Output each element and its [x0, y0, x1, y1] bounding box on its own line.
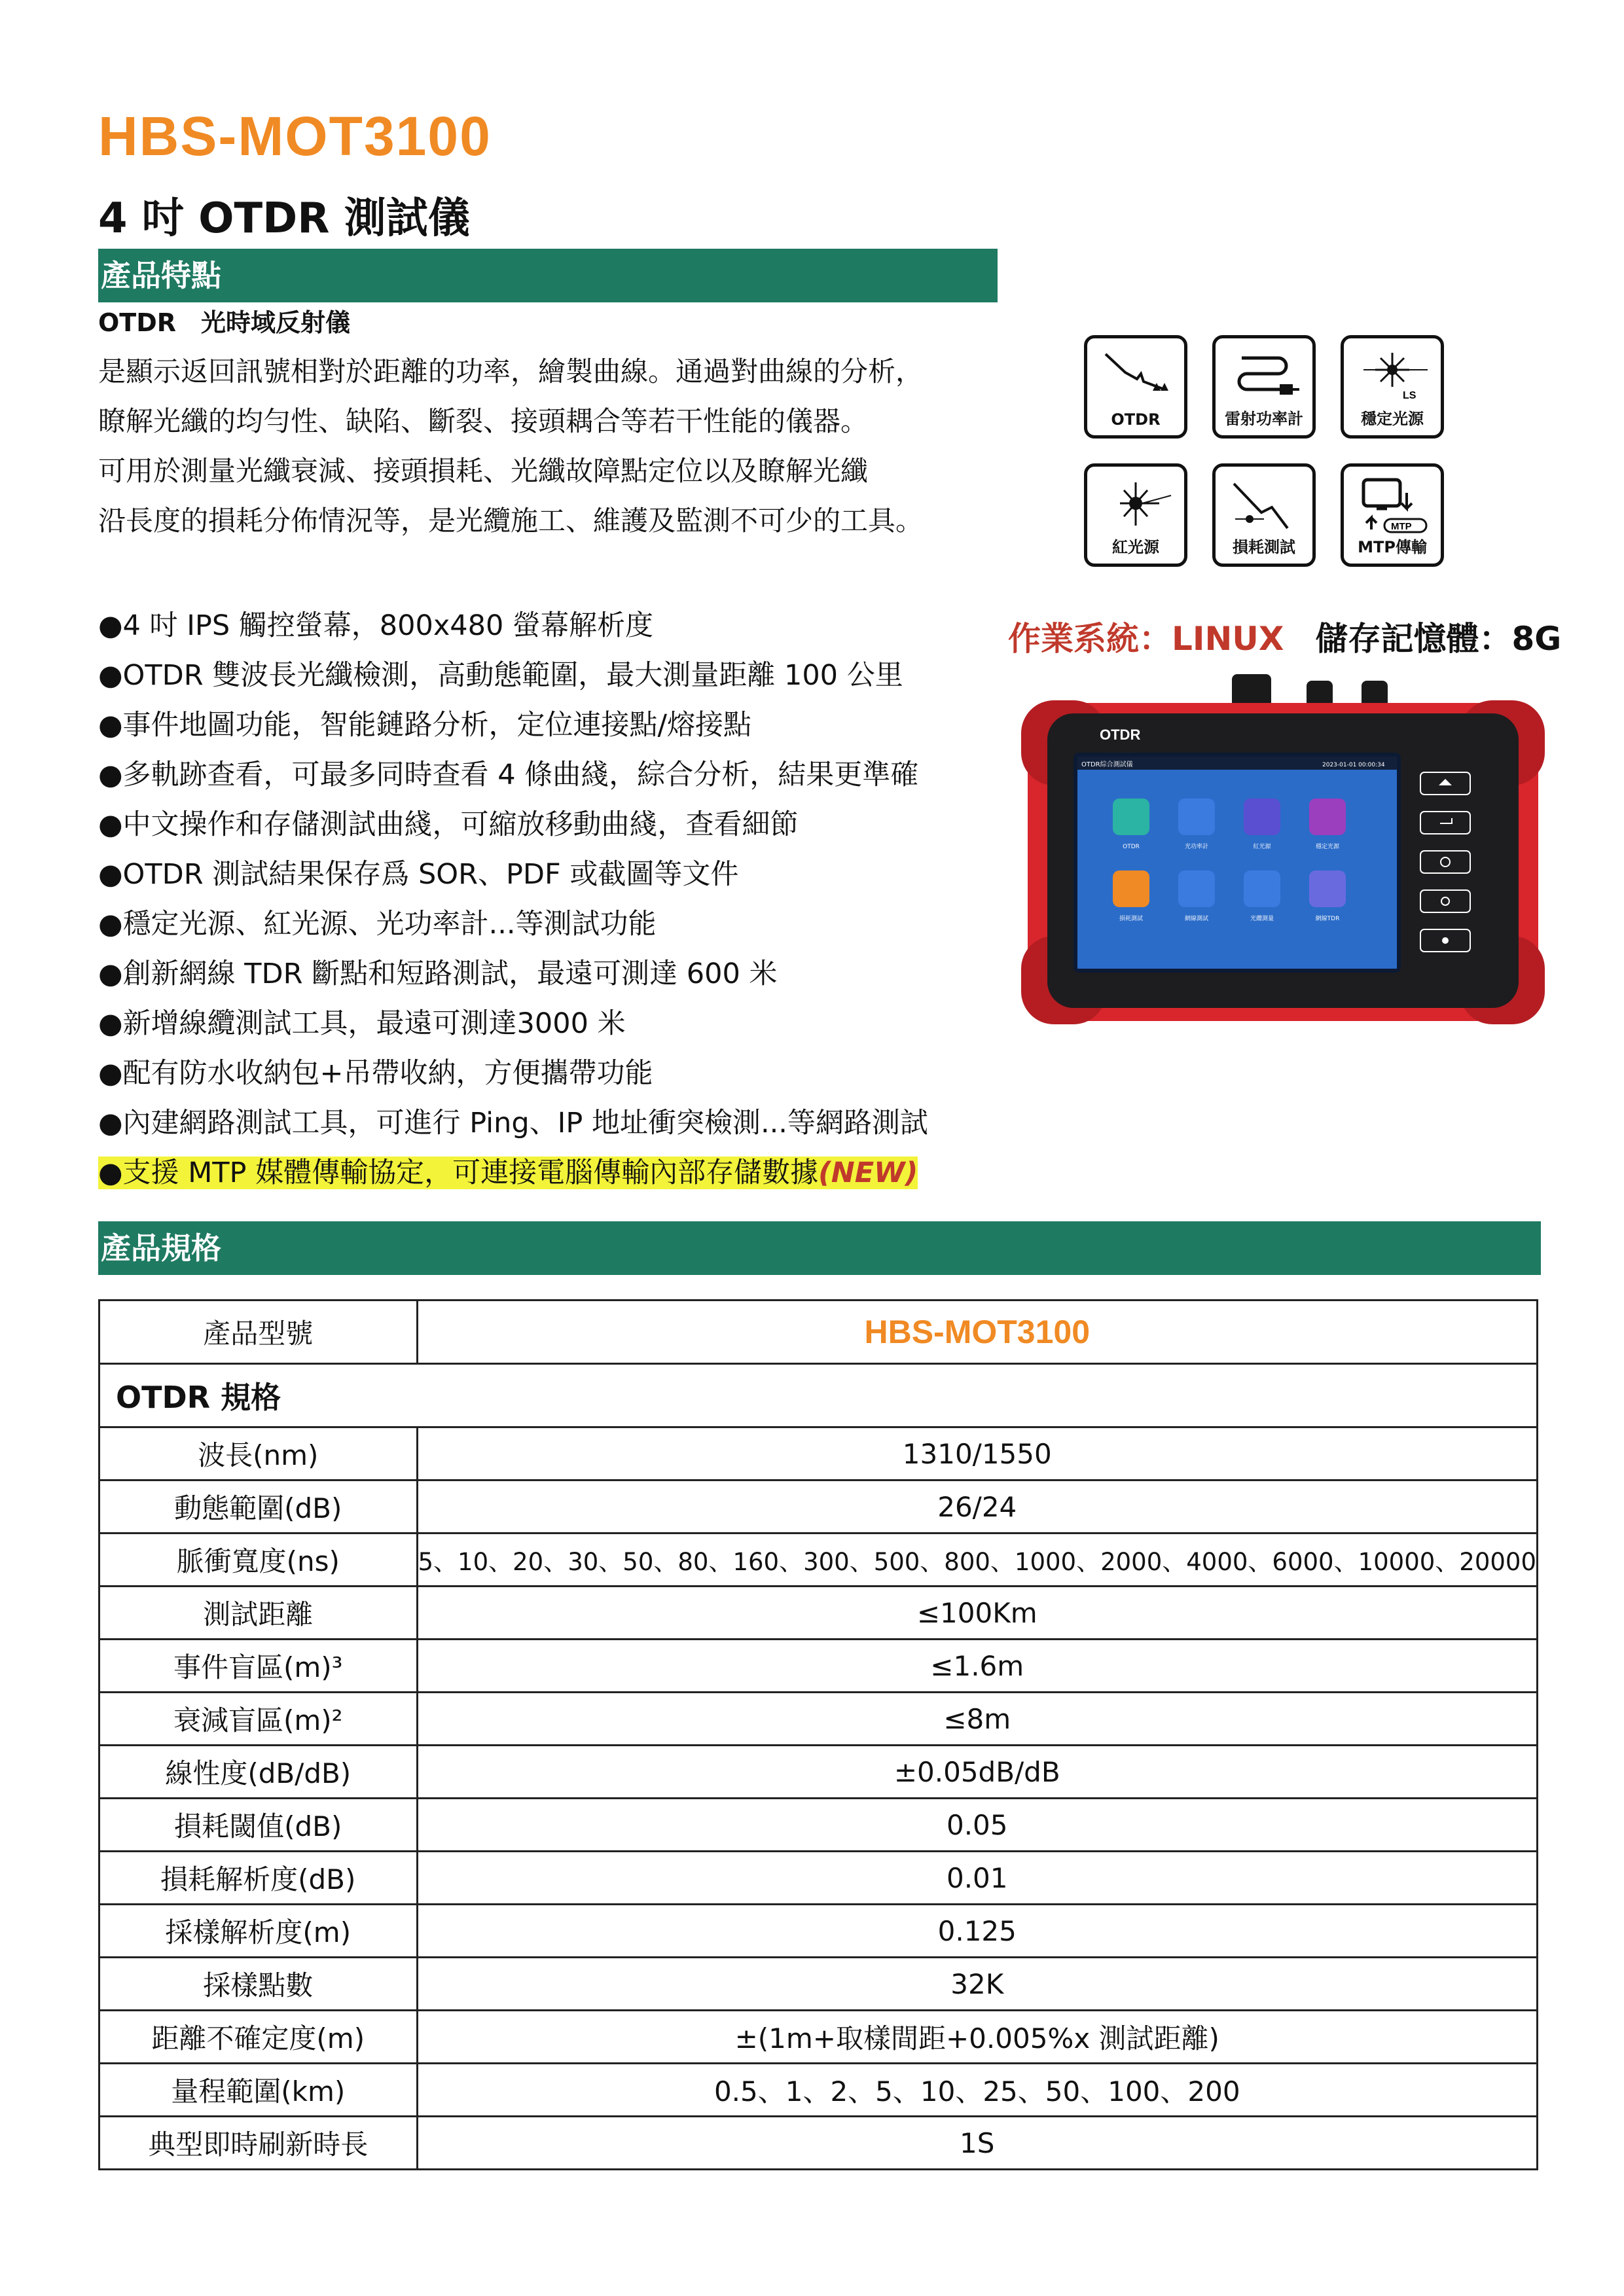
spec-label: 動態範圍(dB)	[99, 1480, 418, 1534]
svg-text:穩定光源: 穩定光源	[1315, 844, 1340, 850]
table-row	[99, 1693, 1538, 1746]
feature-item-mtp	[98, 1148, 928, 1198]
table-row	[99, 2011, 1538, 2064]
otdr-description	[98, 347, 1001, 546]
product-model-title: HBS-MOT3100	[98, 105, 492, 167]
svg-text:LS: LS	[1403, 390, 1416, 401]
table-row	[99, 1300, 1538, 1364]
feature-item: ●穩定光源、紅光源、光功率計...等測試功能	[98, 908, 657, 941]
spec-value: 1310/1550	[417, 1427, 1538, 1480]
table-row	[99, 1587, 1538, 1640]
spec-value: 0.05	[417, 1799, 1538, 1852]
svg-text:OTDR: OTDR	[1100, 726, 1141, 743]
feature-item: ●新增線纜測試工具，最遠可測達3000 米	[98, 1007, 626, 1040]
feature-item: ●OTDR 測試結果保存爲 SOR、PDF 或截圖等文件	[98, 858, 739, 891]
loss-test-function-tile	[1212, 463, 1316, 567]
features-section-bar: 產品特點	[98, 249, 998, 302]
spec-label: 距離不確定度(m)	[99, 2011, 418, 2064]
table-row	[99, 1746, 1538, 1799]
memory-label: 儲存記憶體：	[1315, 620, 1512, 658]
spec-value: ≤1.6m	[417, 1640, 1538, 1693]
spec-value: 5、10、20、30、50、80、160、300、500、800、1000、2000、4000、6000、10000、20000	[417, 1534, 1538, 1587]
spec-label: 衰減盲區(m)²	[99, 1693, 418, 1746]
spec-label: 事件盲區(m)³	[99, 1640, 418, 1693]
feature-item: ●OTDR 雙波長光纖檢測，高動態範圍，最大測量距離 100 公里	[98, 659, 903, 692]
table-row	[99, 1905, 1538, 1958]
spec-value: ±(1m+取樣間距+0.005%x 測試距離)	[417, 2011, 1538, 2064]
svg-text:OTDR: OTDR	[1123, 844, 1140, 850]
spec-label: 脈衝寬度(ns)	[99, 1534, 418, 1587]
otdr-function-tile	[1084, 335, 1187, 439]
spec-value: 32K	[417, 1958, 1538, 2011]
table-row	[99, 1364, 1538, 1427]
table-row	[99, 1958, 1538, 2011]
spec-value: 0.01	[417, 1852, 1538, 1905]
table-row	[99, 1427, 1538, 1480]
new-tag: (NEW)	[818, 1157, 918, 1189]
spec-label: 採樣解析度(m)	[99, 1905, 418, 1958]
table-row	[99, 1852, 1538, 1905]
stable-light-function-tile	[1341, 335, 1444, 439]
svg-text:網線測試: 網線測試	[1184, 916, 1209, 922]
feature-item: ●創新網線 TDR 斷點和短路測試，最遠可測達 600 米	[98, 958, 778, 990]
model-value-cell: HBS-MOT3100	[417, 1300, 1538, 1364]
spec-table	[98, 1299, 1538, 2170]
spec-value: 0.5、1、2、5、10、25、50、100、200	[417, 2064, 1538, 2117]
power-meter-function-tile	[1212, 335, 1316, 439]
function-label: MTP傳輸	[1358, 538, 1427, 556]
svg-text:網線TDR: 網線TDR	[1315, 916, 1340, 922]
function-label: 損耗測試	[1233, 538, 1295, 556]
spec-label: 典型即時刷新時長	[99, 2117, 418, 2170]
otdr-device-illustration	[1021, 674, 1545, 1028]
feature-list	[98, 601, 928, 1198]
spec-value: ≤100Km	[417, 1587, 1538, 1640]
os-label: 作業系統：	[1008, 620, 1172, 658]
red-light-function-tile	[1084, 463, 1187, 567]
spec-value: 1S	[417, 2117, 1538, 2170]
description-line: 是顯示返回訊號相對於距離的功率，繪製曲線。通過對曲線的分析，	[98, 355, 924, 387]
function-label: OTDR	[1111, 410, 1161, 429]
feature-item: ●中文操作和存儲測試曲綫，可縮放移動曲綫，查看細節	[98, 808, 799, 841]
spec-section-bar: 產品規格	[98, 1221, 1541, 1275]
table-row	[99, 2064, 1538, 2117]
spec-value: ≤8m	[417, 1693, 1538, 1746]
table-row	[99, 1534, 1538, 1587]
description-line: 沿長度的損耗分佈情況等，是光纜施工、維護及監測不可少的工具。	[98, 505, 924, 537]
description-line: 可用於測量光纖衰減、接頭損耗、光纖故障點定位以及瞭解光纖	[98, 455, 869, 487]
feature-item: ●內建網路測試工具，可進行 Ping、IP 地址衝突檢測...等網路測試	[98, 1107, 928, 1139]
mtp-feature-text: ●支援 MTP 媒體傳輸協定，可連接電腦傳輸內部存儲數據	[98, 1157, 819, 1189]
feature-item: ●配有防水收納包+吊帶收納，方便攜帶功能	[98, 1057, 653, 1090]
spec-label: 量程範圍(km)	[99, 2064, 418, 2117]
mtp-function-tile	[1341, 463, 1444, 567]
spec-label: 採樣點數	[99, 1958, 418, 2011]
svg-text:2023-01-01 00:00:34: 2023-01-01 00:00:34	[1322, 762, 1385, 768]
feature-item: ●多軌跡查看，可最多同時查看 4 條曲綫，綜合分析，結果更準確	[98, 759, 919, 791]
spec-label: 損耗解析度(dB)	[99, 1852, 418, 1905]
table-row	[99, 1640, 1538, 1693]
svg-text:MTP: MTP	[1391, 521, 1412, 532]
svg-text:損耗測試: 損耗測試	[1119, 916, 1144, 922]
spec-label: 損耗閾值(dB)	[99, 1799, 418, 1852]
table-row	[99, 1480, 1538, 1534]
feature-item: ●4 吋 IPS 觸控螢幕，800x480 螢幕解析度	[98, 609, 654, 642]
spec-label: 測試距離	[99, 1587, 418, 1640]
product-subtitle: 4 吋 OTDR 測試儀	[98, 194, 470, 243]
description-line: 瞭解光纖的均勻性、缺陷、斷裂、接頭耦合等若干性能的儀器。	[98, 405, 869, 437]
spec-value: 0.125	[417, 1905, 1538, 1958]
table-row	[99, 1799, 1538, 1852]
function-label: 穩定光源	[1361, 410, 1424, 428]
memory-value: 8G	[1511, 620, 1562, 658]
model-label-cell: 產品型號	[99, 1300, 418, 1364]
svg-text:光纜測量: 光纜測量	[1250, 916, 1274, 922]
os-value: LINUX	[1172, 620, 1284, 658]
group-title-cell: OTDR 規格	[99, 1364, 1538, 1427]
otdr-heading: OTDR 光時域反射儀	[98, 308, 351, 337]
feature-item: ●事件地圖功能，智能鏈路分析，定位連接點/熔接點	[98, 709, 752, 742]
spec-label: 波長(nm)	[99, 1427, 418, 1480]
spec-value: 26/24	[417, 1480, 1538, 1534]
svg-text:光功率計: 光功率計	[1184, 844, 1209, 850]
spec-label: 線性度(dB/dB)	[99, 1746, 418, 1799]
spec-value: ±0.05dB/dB	[417, 1746, 1538, 1799]
svg-text:紅光源: 紅光源	[1253, 844, 1271, 850]
function-label: 紅光源	[1112, 538, 1159, 556]
system-info	[1008, 613, 1561, 660]
svg-text:OTDR綜合測試儀: OTDR綜合測試儀	[1081, 761, 1133, 768]
device-photo	[1021, 674, 1545, 1028]
function-label: 雷射功率計	[1225, 410, 1303, 428]
table-row	[99, 2117, 1538, 2170]
